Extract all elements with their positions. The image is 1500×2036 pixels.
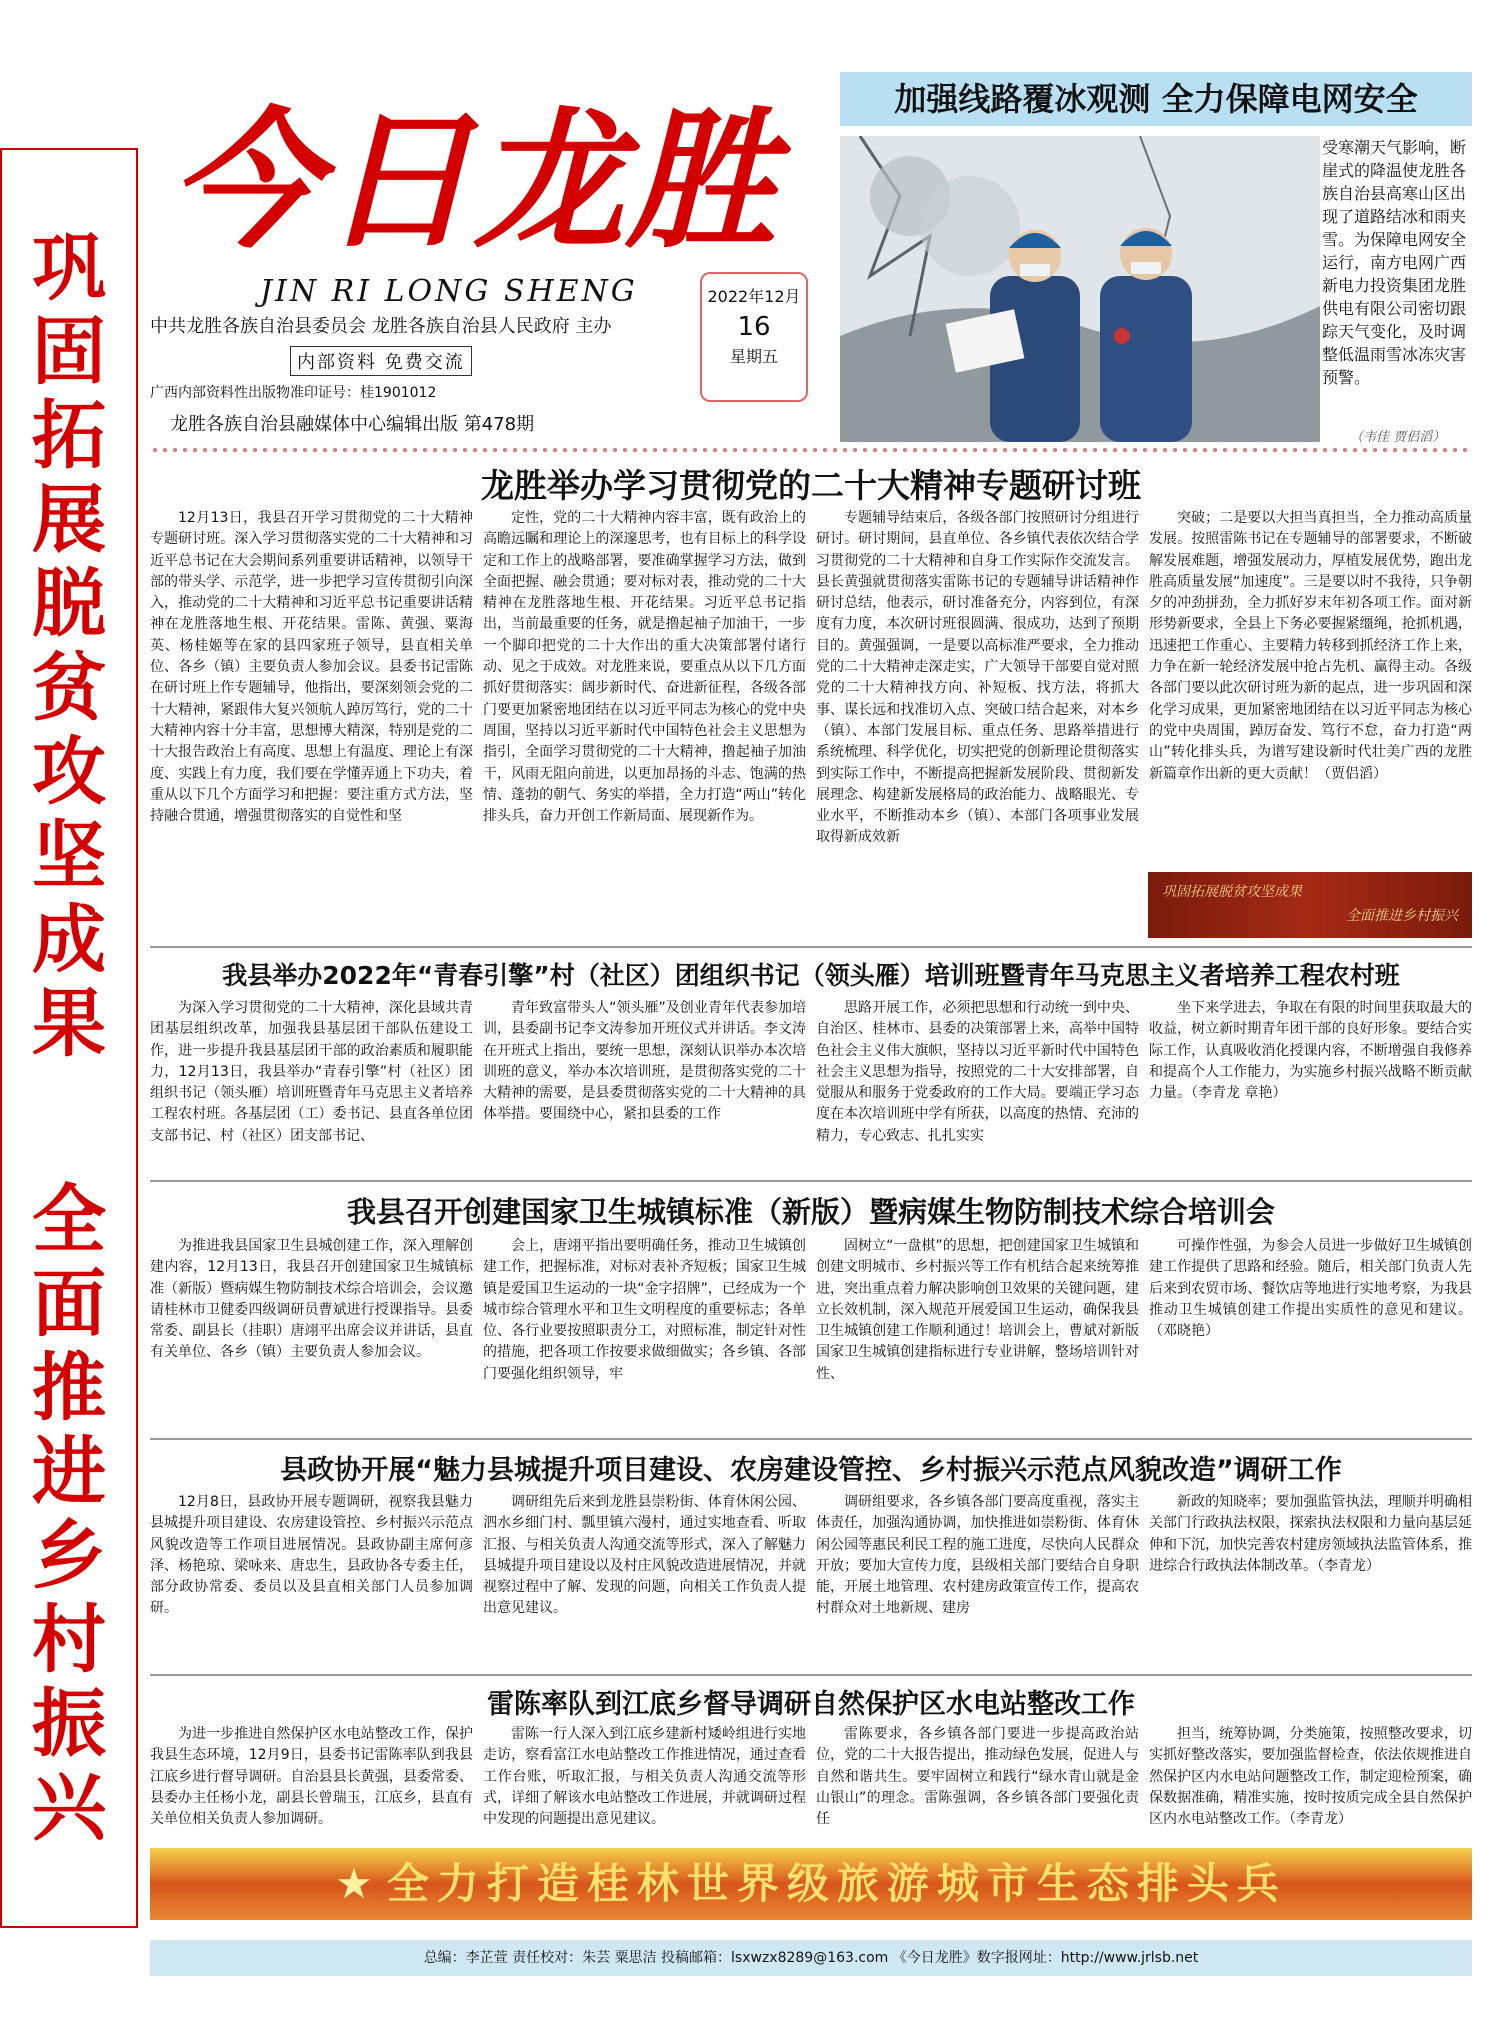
article-4-col-2 <box>483 1492 806 1668</box>
promo-badge-line-1: 巩固拓展脱贫攻坚成果 <box>1162 884 1302 900</box>
paragraph: 雷陈要求，各乡镇各部门要进一步提高政治站位，党的二十大报告提出，推动绿色发展，促进人与自然和谐共生。要牢固树立和践行“绿水青山就是金山银山”的理念。雷陈强调，各乡镇各部门要强化责任 <box>816 1726 1139 1828</box>
article-5-col-3 <box>816 1724 1139 1838</box>
date-year-month: 2022年12月 <box>707 287 801 306</box>
article-5-col-2 <box>483 1724 806 1838</box>
article-2-col-1 <box>150 998 473 1174</box>
paragraph: 担当，统筹协调，分类施策，按照整改要求，切实抓好整改落实，要加强监督检查，依法依规推进自然保护区内水电站问题整改工作，制定迎检预案，确保数据准确，精准实施，按时按质完成全县自然保护区内水电站整改工作。（李青龙） <box>1149 1726 1472 1828</box>
date-day: 16 <box>737 312 771 342</box>
side-slogan-panel <box>0 148 138 1928</box>
paragraph: 调研组先后来到龙胜县崇粉街、体育休闲公园、泗水乡细门村、瓢里镇六漫村，通过实地查看、听取汇报、与相关负责人沟通交流等形式，深入了解魅力县城提升项目建设以及村庄风貌改造进展情况，并就视察过程中了解、发现的问题，向相关工作负责人提出意见建议。 <box>483 1494 806 1617</box>
paragraph: 为深入学习贯彻党的二十大精神，深化县域共青团基层组织改革，加强我县基层团干部队伍建设工作，进一步提升我县基层团干部的政治素质和履职能力，12月13日，我县举办“青春引擎”村（社区）团组织书记（领头雁）培训班暨青年马克思主义者培养工程农村班。各基层团（工）委书记、县直各单位团支部书记、村（社区）团支部书记、 <box>150 1000 473 1144</box>
top-banner-headline: 加强线路覆冰观测 全力保障电网安全 <box>840 72 1472 126</box>
paragraph: 定性，党的二十大精神内容丰富，既有政治上的高瞻远瞩和理论上的深邃思考，也有目标上的科学设定和工作上的战略部署，要准确掌握学习方法，做到全面把握、融会贯通；要对标对表，推动党的二十大精神在龙胜落地生根、开花结果。习近平总书记指出，当前最重要的任务，就是撸起袖子加油干，一步一个脚印把党的二十大作出的重大决策部署付诸行动、见之于成效。对龙胜来说，要重点从以下几方面抓好贯彻落实：阔步新时代、奋进新征程，各级各部门要更加紧密地团结在以习近平同志为核心的党中央周围，坚持以习近平新时代中国特色社会主义思想为指引，全面学习贯彻党的二十大精神，撸起袖子加油干，风雨无阻向前进，以更加昂扬的斗志、饱满的热情、蓬勃的朝气、务实的举措，全力打造“两山”转化排头兵，奋力开创工作新局面、展现新作为。 <box>483 510 806 825</box>
side-slogan-line-1: 巩 固 拓 展 脱 贫 攻 坚 成 果 <box>32 225 106 1067</box>
paragraph: 突破；二是要以大担当真担当，全力推动高质量发展。按照雷陈书记在专题辅导的部署要求，不断破解发展难题，增强发展动力，厚植发展优势，跑出龙胜高质量发展“加速度”。三是要以时不我待，只争朝夕的冲劲拼劲，全力抓好岁末年初各项工作。面对新形势新要求，全县上下务必要握紧缰绳，抢抓机遇，迅速把工作重心、主要精力转移到抓经济工作上来，力争在新一轮经济发展中抢占先机、赢得主动。各级各部门要以此次研讨班为新的起点，进一步巩固和深化学习成果，更加紧密地团结在以习近平同志为核心的党中央周围，踔厉奋发、笃行不怠，奋力打造“两山”转化排头兵，为谱写建设新时代壮美广西的龙胜新篇章作出新的更大贡献！（贾侣滔） <box>1149 510 1472 782</box>
paragraph: 为进一步推进自然保护区水电站整改工作，保护我县生态环境，12月9日，县委书记雷陈率队到我县江底乡进行督导调研。自治县县长黄强，县委常委、县委办主任杨小龙，副县长曾瑞玉，江底乡，县直有关单位相关负责人参加调研。 <box>150 1726 473 1828</box>
article-2-body <box>150 998 1472 1174</box>
article-1-headline: 龙胜举办学习贯彻党的二十大精神专题研讨班 <box>481 466 1141 505</box>
article-5-col-1 <box>150 1724 473 1838</box>
newspaper-title: 今日龙胜 <box>170 93 779 269</box>
power-workers-photo-icon <box>840 136 1320 442</box>
article-3-col-4 <box>1149 1236 1472 1432</box>
paragraph: 专题辅导结束后，各级各部门按照研讨分组进行研讨。研讨期间，县直单位、各乡镇代表依次结合学习贯彻党的二十大精神和自身工作实际作交流发言。县长黄强就贯彻落实雷陈书记的专题辅导讲话精神作研讨总结，他表示，研讨准备充分，内容到位，有深度有力度，本次研讨班很圆满、很成功，达到了预期目的。黄强强调，一是要以高标准严要求，全力推动党的二十大精神走深走实，广大领导干部要自觉对照党的二十大精神找方向、补短板、找方法，将抓大事、谋长远和找准切入点、突破口结合起来，对本乡（镇）、本部门发展目标、重点任务、思路举措进行系统梳理、科学优化，切实把党的创新理论贯彻落实到实际工作中，不断提高把握新发展阶段、贯彻新发展理念、构建新发展格局的政治能力、战略眼光、专业水平，不断推动本乡（镇）、本部门各项事业发展取得新成效新 <box>816 510 1139 846</box>
article-3-body <box>150 1236 1472 1432</box>
article-3-col-2 <box>483 1236 806 1432</box>
paragraph: 可操作性强，为参会人员进一步做好卫生城镇创建工作提供了思路和经验。随后，相关部门负责人先后来到农贸市场、餐饮店等地进行实地考察，为我县推动卫生城镇创建工作提出实质性的意见和建议。（邓晓艳） <box>1149 1238 1472 1340</box>
paragraph: 雷陈一行人深入到江底乡建新村矮岭组进行实地走访，察看富江水电站整改工作推进情况，通过查看工作台账，听取汇报，与相关负责人沟通交流等形式，详细了解该水电站整改工作进展，并就调研过程中发现的问题提出意见建议。 <box>483 1726 806 1828</box>
paragraph: 新政的知晓率；要加强监管执法，理顺并明确相关部门行政执法权限，探索执法权限和力量向基层延伸和下沉，加快完善农村建房领域执法监管体系，推进综合行政执法体制改革。（李青龙） <box>1149 1494 1472 1574</box>
paragraph: 12月13日，我县召开学习贯彻党的二十大精神专题研讨班。深入学习贯彻落实党的二十大精神和习近平总书记在大会期间系列重要讲话精神，以领导干部的带头学、示范学，进一步把学习宣传贯彻引向深入，推动党的二十大精神和习近平总书记重要讲话精神在龙胜落地生根、开花结果。雷陈、黄强、粟海英、杨桂姬等在家的县四家班子领导，县直相关单位、各乡（镇）主要负责人参加会议。县委书记雷陈在研讨班上作专题辅导，他指出，要深刻领会党的二十大精神，紧跟伟大复兴领航人踔厉笃行，党的二十大精神内容十分丰富，思想博大精深，特别是党的二十大报告政治上有高度、思想上有温度、理论上有深度、实践上有力度，我们要在学懂弄通上下功夫，着重从以下几个方面学习和把握：要注重方式方法，坚持融合贯通，增强贯彻落实的自觉性和坚 <box>150 510 473 825</box>
article-5-body <box>150 1724 1472 1838</box>
star-icon: ★ <box>335 1859 381 1908</box>
article-3-headline: 我县召开创建国家卫生城镇标准（新版）暨病媒生物防制技术综合培训会 <box>346 1195 1275 1229</box>
article-2-col-2 <box>483 998 806 1174</box>
date-weekday: 星期五 <box>729 347 778 366</box>
promo-badge-line-2: 全面推进乡村振兴 <box>1346 908 1458 924</box>
article-5-col-4 <box>1149 1724 1472 1838</box>
article-1-col-1 <box>150 508 473 938</box>
bottom-slogan-banner <box>150 1848 1472 1920</box>
rule <box>150 1674 1472 1676</box>
article-4-body <box>150 1492 1472 1668</box>
paragraph: 青年致富带头人“领头雁”及创业青年代表参加培训，县委副书记李文涛参加开班仪式并讲话。李文涛在开班式上指出，要统一思想，深刻认识举办本次培训班的意义，举办本次培训班，是贯彻落实党的二十大精神的需要，是县委贯彻落实党的二十大精神的具体举措。要围绕中心，紧扣县委的工作 <box>483 1000 806 1123</box>
article-3-col-3 <box>816 1236 1139 1432</box>
news-photo <box>840 136 1320 442</box>
paragraph: 坐下来学进去，争取在有限的时间里获取最大的收益，树立新时期青年团干部的良好形象。要结合实际工作，认真吸收消化授课内容，不断增强自我修养和提高个人工作能力，为实施乡村振兴战略不断贡献力量。（李青龙 章艳） <box>1149 1000 1472 1102</box>
article-3-col-1 <box>150 1236 473 1432</box>
paragraph: 会上，唐翊平指出要明确任务，推动卫生城镇创建工作，把握标准，对标对表补齐短板；国家卫生城镇是爱国卫生运动的一块“金字招牌”，已经成为一个城市综合管理水平和卫生文明程度的重要标志；各单位、各行业要按照职责分工，对照标准，制定针对性的措施，把各项工作按要求做细做实；各乡镇、各部门要强化组织领导，牢 <box>483 1238 806 1382</box>
paragraph: 12月8日，县政协开展专题调研，视察我县魅力县城提升项目建设、农房建设管控、乡村振兴示范点风貌改造等工作项目进展情况。县政协副主席何彦泽、杨艳琼、梁咏来、唐忠生，县政协各专委主任，部分政协常委、委员以及县直相关部门人员参加调研。 <box>150 1494 473 1617</box>
section-divider <box>150 446 1472 454</box>
article-4-col-3 <box>816 1492 1139 1668</box>
article-2-col-4 <box>1149 998 1472 1174</box>
rule <box>150 946 1472 948</box>
free-note: 内部资料 免费交流 <box>290 346 472 376</box>
permit-number: 广西内部资料性出版物准印证号：桂1901012 <box>150 385 437 401</box>
paragraph: 调研组要求，各乡镇各部门要高度重视，落实主体责任，加强沟通协调，加快推进如崇粉街、体育休闲公园等惠民利民工程的施工进度，尽快向人民群众开放；要加大宣传力度，县级相关部门要结合自身职能，开展土地管理、农村建房政策宣传工作，提高农村群众对土地新规、建房 <box>816 1494 1139 1617</box>
article-4-headline: 县政协开展“魅力县城提升项目建设、农房建设管控、乡村振兴示范点风貌改造”调研工作 <box>280 1455 1342 1486</box>
article-2-col-3 <box>816 998 1139 1174</box>
rule <box>150 1438 1472 1440</box>
article-4-col-4 <box>1149 1492 1472 1668</box>
article-5-headline: 雷陈率队到江底乡督导调研自然保护区水电站整改工作 <box>487 1689 1135 1720</box>
publisher-line: 龙胜各族自治县融媒体中心编辑出版 第478期 <box>170 414 535 435</box>
article-1-col-3 <box>816 508 1139 938</box>
photo-caption: 受寒潮天气影响，断崖式的降温使龙胜各族自治县高寒山区出现了道路结冰和雨夹雪。为保障电网安全运行，南方电网广西新电力投资集团龙胜供电有限公司密切跟踪天气变化，及时调整低温雨雪冰冻灾害预警。 <box>1322 138 1467 387</box>
sponsor-line: 中共龙胜各族自治县委员会 龙胜各族自治县人民政府 主办 <box>150 316 612 337</box>
date-box <box>700 272 808 402</box>
footer-credits: 总编：李芷萱 责任校对：朱芸 粟思洁 投稿邮箱：lsxwzx8289@163.com 《今日龙胜》数字报网址：http://www.jrlsb.net <box>150 1940 1472 1976</box>
paragraph: 为推进我县国家卫生县城创建工作，深入理解创建内容，12月13日，我县召开创建国家卫生城镇标准（新版）暨病媒生物防制技术综合培训会，会议邀请桂林市卫健委四级调研员曹斌进行授课指导。县委常委、副县长（挂职）唐翊平出席会议并讲话，县直有关单位、各乡（镇）主要负责人参加会议。 <box>150 1238 473 1361</box>
promo-badge <box>1148 872 1472 938</box>
article-1-col-2 <box>483 508 806 938</box>
masthead <box>150 50 830 440</box>
newspaper-pinyin: JIN RI LONG SHENG <box>260 274 638 309</box>
photo-credit: （韦佳 贾侣滔） <box>1350 430 1446 445</box>
article-4-col-1 <box>150 1492 473 1668</box>
article-1-col-4 <box>1149 508 1472 864</box>
paragraph: 思路开展工作，必须把思想和行动统一到中央、自治区、桂林市、县委的决策部署上来，高举中国特色社会主义伟大旗帜，坚持以习近平新时代中国特色社会主义思想为指导，按照党的二十大安排部署，自觉服从和服务于党委政府的工作大局。要端正学习态度在本次培训班中学有所获，以高度的热情、充沛的精力，专心致志、扎扎实实 <box>816 1000 1139 1144</box>
side-slogan-line-2: 全 面 推 进 乡 村 振 兴 <box>32 1177 106 1851</box>
bottom-slogan-text: 全力打造桂林世界级旅游城市生态排头兵 <box>386 1859 1287 1908</box>
paragraph: 固树立“一盘棋”的思想，把创建国家卫生城镇和创建文明城市、乡村振兴等工作有机结合起来统筹推进，突出重点着力解决影响创卫效果的关键问题，建立长效机制，深入规范开展爱国卫生运动，确保我县卫生城镇创建工作顺利通过！培训会上，曹斌对新版国家卫生城镇创建指标进行专业讲解，整场培训针对性、 <box>816 1238 1139 1382</box>
rule <box>150 1180 1472 1182</box>
article-2-headline: 我县举办2022年“青春引擎”村（社区）团组织书记（领头雁）培训班暨青年马克思主义者培养工程农村班 <box>222 961 1400 990</box>
